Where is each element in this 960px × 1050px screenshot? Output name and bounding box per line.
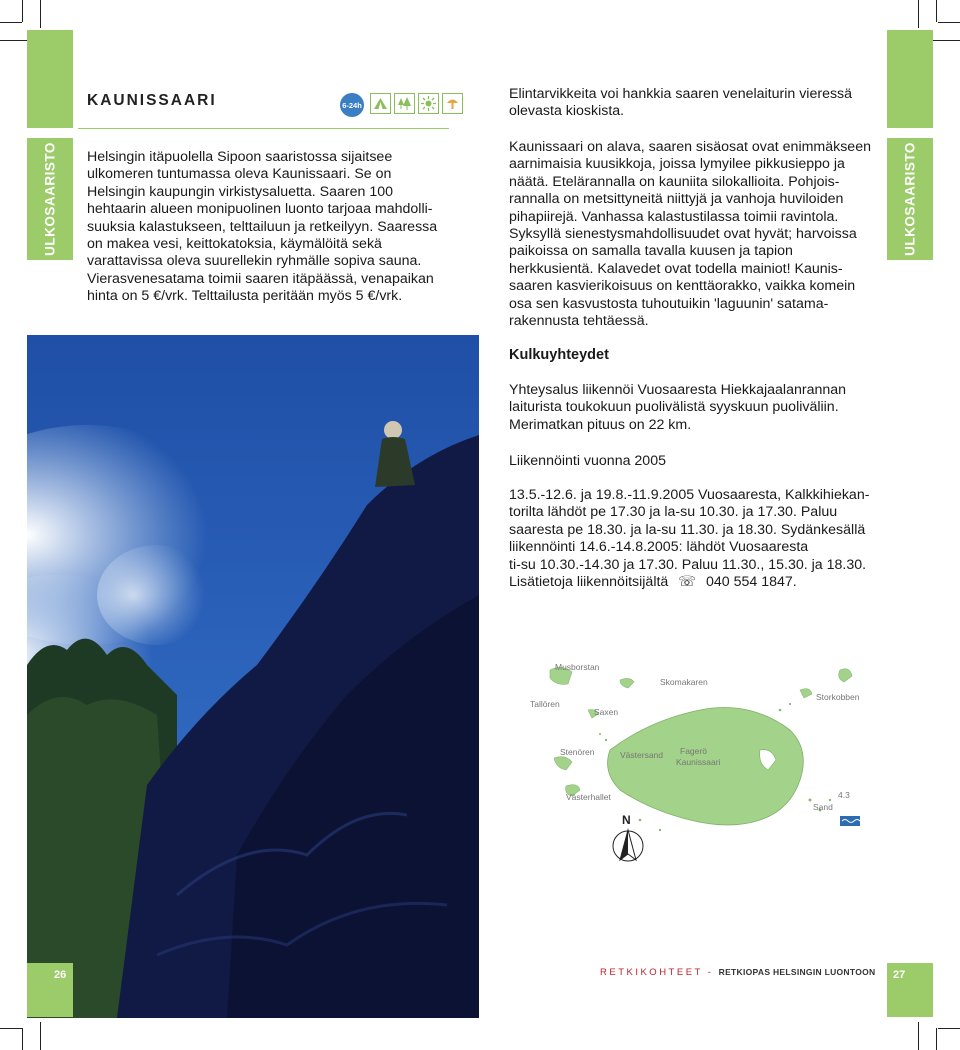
map-label-depth: 4.3	[838, 790, 850, 800]
map-label-stenoren: Stenören	[560, 747, 595, 757]
footer-page-box-left	[27, 963, 73, 1017]
description-line: herkkusientä. Kalavedet ovat todella mainiot! Kaunis-	[509, 260, 843, 277]
description-line: rakennusta tehtäessä.	[509, 313, 649, 330]
description-text	[509, 139, 879, 330]
description-line: aarnimaisia kuusikkoja, joissa lymyilee pikkusieppo ja	[509, 156, 845, 173]
map-label-tallorten: Tallören	[530, 699, 560, 709]
tent-icon	[370, 93, 391, 114]
map-label-sand: Sand	[813, 802, 833, 812]
transport-heading: Kulkuyhteydet	[509, 347, 609, 363]
map-label-skomakaren: Skomakaren	[660, 677, 708, 687]
intro-line: hinta on 5 €/vrk. Telttailusta peritään myös 5 €/vrk.	[87, 288, 403, 305]
map-label-vasterhallet: Västerhallet	[566, 792, 611, 802]
schedule-line: saaresta pe 18.30. ja la-su 11.30. ja 18.30. Sydänkesällä	[509, 521, 866, 538]
photo-rock-climber	[27, 335, 479, 1018]
title-rule	[78, 128, 449, 129]
side-tab-right	[887, 138, 933, 260]
intro-line: Vierasvenesatama toimii saaren itäpäässä, venapaikan	[87, 270, 434, 287]
kiosk-line: Elintarvikkeita voi hankkia saaren venelaiturin vieressä	[509, 86, 853, 102]
map-label-fagero: Fagerö	[680, 746, 707, 756]
map-label-kaunissaari: Kaunissaari	[676, 757, 721, 767]
description-line: Syksyllä sienestysmahdollisuudet ovat hyvät; harvoissa	[509, 226, 857, 243]
island-map	[510, 650, 870, 880]
page-number-left: 26	[54, 969, 67, 981]
description-line: pihapiirejä. Vanhassa kalastustilassa toimii ravintola.	[509, 208, 839, 225]
description-line: paikoissa on samalla tavalla kuusen ja tapion	[509, 243, 793, 260]
north-arrow-icon	[613, 813, 643, 861]
footer-title	[600, 967, 875, 978]
map-label-saxen: Saxen	[594, 707, 619, 717]
tree-icon	[394, 93, 415, 114]
hours-badge	[340, 93, 364, 117]
transport-line: Yhteysalus liikennöi Vuosaaresta Hiekkajaalanrannan	[509, 382, 847, 398]
intro-line: suuksia kalastukseen, telttailuun ja retkeilyyn. Saaressa	[87, 218, 438, 235]
intro-text	[87, 149, 447, 306]
intro-line: varattavissa oleva suurellekin ryhmälle sopiva sauna.	[87, 253, 422, 270]
transport-line: Merimatkan pituus on 22 km.	[509, 416, 692, 433]
phone-prefix: Lisätietoja liikennöitsijältä	[509, 574, 669, 591]
north-label: N	[622, 813, 631, 827]
intro-line: on makea vesi, keittokatoksia, käymälöitä sekä	[87, 236, 382, 253]
header-bar-right	[887, 30, 933, 128]
side-tab-right-label: ULKOSAARISTO	[902, 142, 918, 256]
side-tab-left-label: ULKOSAARISTO	[42, 142, 58, 256]
description-line: osa sen kasvustosta tuhoutuikin 'laguunin' satama-	[509, 295, 829, 312]
sun-icon	[418, 93, 439, 114]
footer-subtitle: RETKIOPAS HELSINGIN LUONTOON	[718, 967, 876, 977]
side-tab-left	[27, 138, 73, 260]
map-label-storkobben: Storkobben	[816, 692, 860, 702]
transport-para1	[509, 382, 879, 434]
harbor-icon	[840, 816, 860, 826]
intro-line: Helsingin kaupungin virkistysaluetta. Saaren 100	[87, 183, 394, 200]
description-line: näätä. Etelärannalla on kauniita silokallioita. Pohjois-	[509, 173, 840, 190]
kiosk-line: olevasta kioskista.	[509, 103, 625, 120]
intro-line: Helsingin itäpuolella Sipoon saaristossa sijaitsee	[87, 149, 393, 165]
phone-icon: ☏	[678, 574, 697, 591]
schedule-line: ti-su 10.30.-14.30 ja 17.30. Paluu 11.30., 15.30. ja 18.30.	[509, 556, 867, 573]
schedule-line: liikennöinti 14.6.-14.8.2005: lähdöt Vuosaaresta	[509, 539, 809, 556]
schedule-line: 13.5.-12.6. ja 19.8.-11.9.2005 Vuosaaresta, Kalkkihiekan-	[509, 487, 870, 503]
map-label-musborstan: Musborstan	[555, 662, 600, 672]
transport-line: laiturista toukokuun puolivälistä syyskuun puoliväliin.	[509, 399, 839, 416]
header-bar-left	[27, 30, 73, 128]
description-line: rannalla on metsittyneitä niittyjä ja vanhoja huviloiden	[509, 191, 844, 208]
map-label-vastersand: Västersand	[620, 750, 663, 760]
phone-line	[509, 574, 879, 591]
description-line: Kaunissaari on alava, saaren sisäosat ovat enimmäkseen	[509, 139, 871, 155]
hours-badge-label: 6-24h	[342, 100, 362, 110]
intro-line: hehtaarin alueen monipuolinen luonto tarjoaa mahdolli-	[87, 201, 433, 218]
schedule-text	[509, 487, 879, 591]
description-line: saaren kasvierikoisuus on kenttäorakko, vaikka komein	[509, 278, 856, 295]
transport-year: Liikennöinti vuonna 2005	[509, 453, 666, 469]
footer-page-box-right	[887, 963, 933, 1017]
phone-number: 040 554 1847.	[705, 574, 797, 591]
footer-series: RETKIKOHTEET -	[600, 967, 719, 978]
intro-line: ulkomeren tuntumassa oleva Kaunissaari. Se on	[87, 166, 392, 183]
schedule-line: torilta lähdöt pe 17.30 ja la-su 10.30. ja 17.30. Paluu	[509, 504, 838, 521]
sauna-icon	[442, 93, 463, 114]
page-number-right: 27	[893, 969, 906, 981]
kiosk-text	[509, 86, 879, 121]
page-title: KAUNISSAARI	[87, 92, 217, 109]
